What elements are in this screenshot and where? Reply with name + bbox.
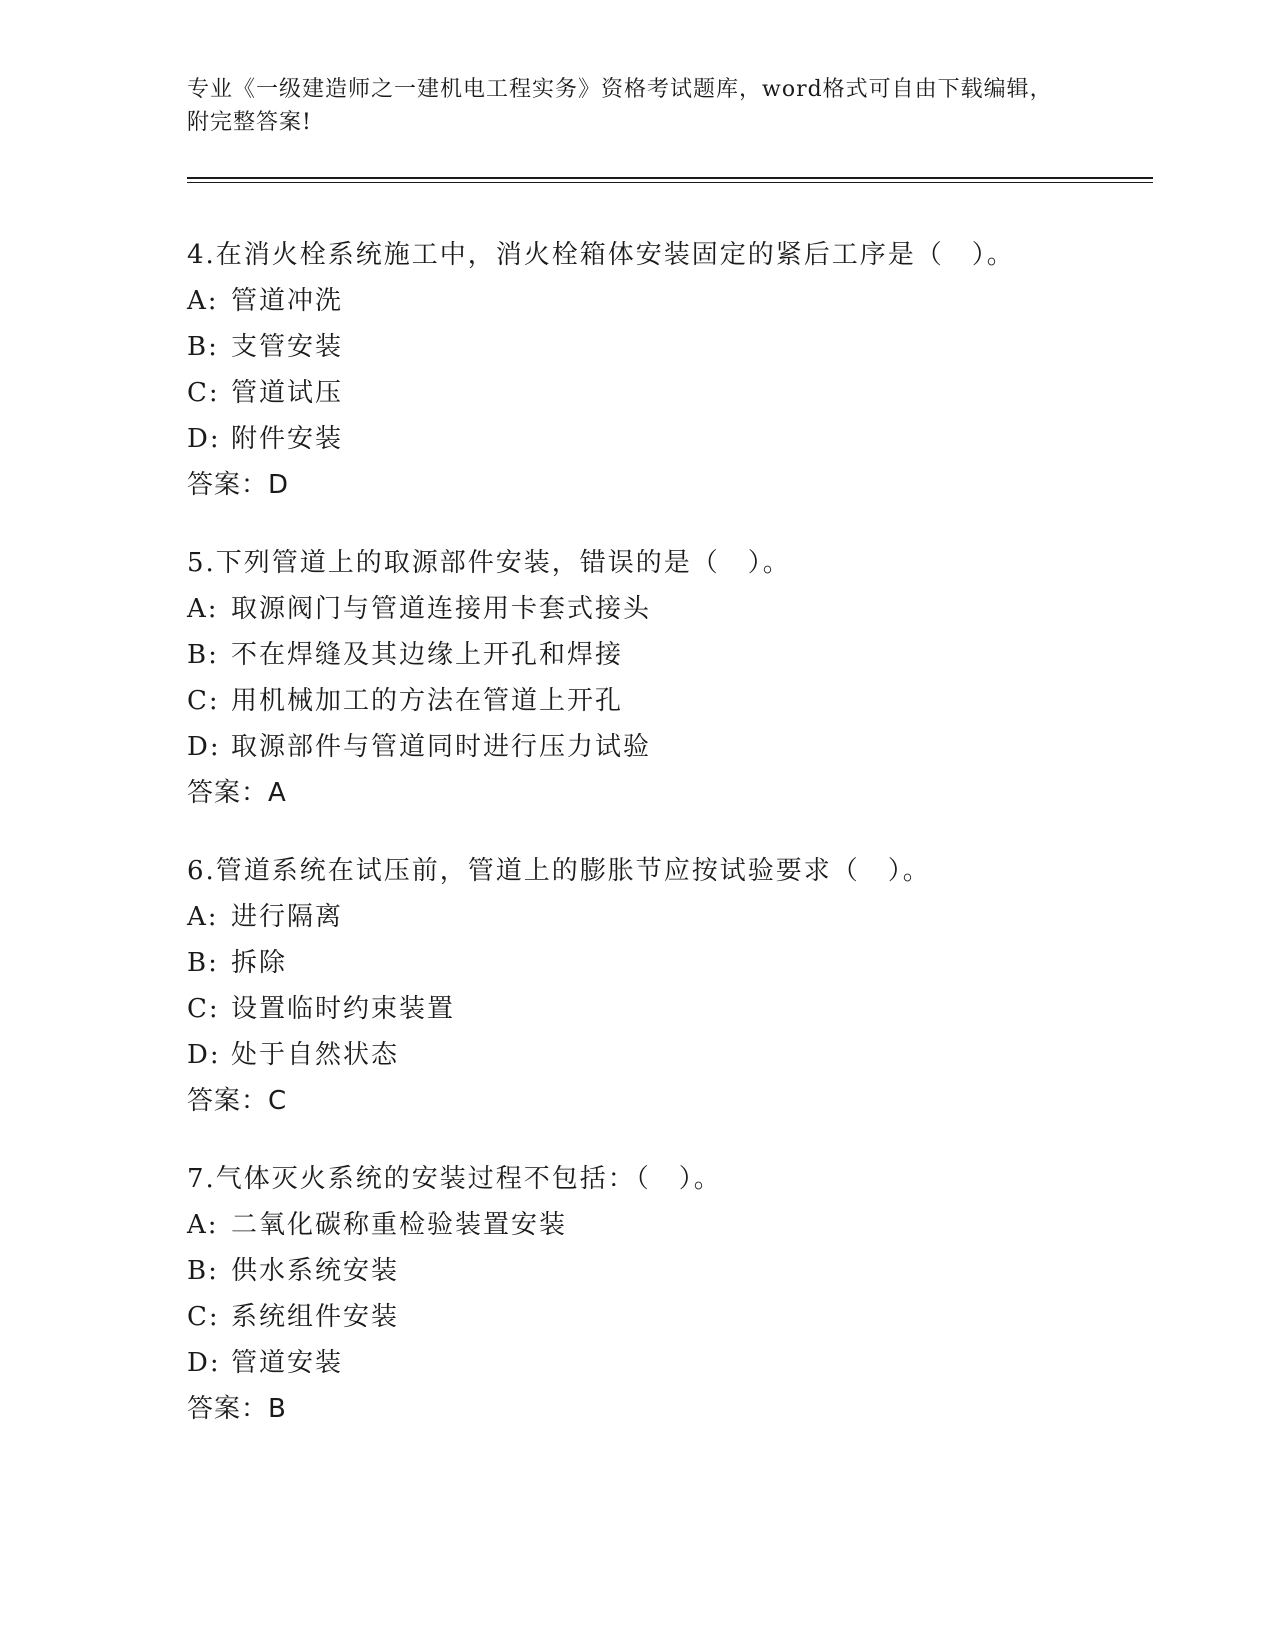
option-letter: C:	[187, 378, 220, 408]
answer-label: 答案：	[187, 1086, 269, 1116]
option-text: 管道冲洗	[231, 286, 344, 316]
option-text: 二氧化碳称重检验装置安装	[231, 1210, 568, 1240]
question-stem: 5.下列管道上的取源部件安装，错误的是（ ）。	[187, 548, 791, 578]
question-stem: 6.管道系统在试压前，管道上的膨胀节应按试验要求（ ）。	[187, 856, 931, 886]
option-letter: B:	[187, 640, 219, 670]
answer-line	[187, 770, 1137, 816]
option-letter: A:	[187, 594, 219, 624]
option-text: 管道试压	[231, 378, 344, 408]
option-b	[187, 632, 1137, 678]
option-text: 取源部件与管道同时进行压力试验	[231, 732, 652, 762]
option-letter: A:	[187, 286, 219, 316]
option-letter: D:	[187, 424, 221, 454]
option-text: 附件安装	[231, 424, 344, 454]
option-text: 拆除	[231, 948, 288, 978]
option-a	[187, 278, 1137, 324]
option-d	[187, 1032, 1137, 1078]
option-letter: C:	[187, 1302, 220, 1332]
option-letter: B:	[187, 332, 219, 362]
option-text: 系统组件安装	[231, 1302, 400, 1332]
option-letter: A:	[187, 1210, 219, 1240]
question-5	[187, 540, 1137, 816]
option-text: 取源阀门与管道连接用卡套式接头	[231, 594, 652, 624]
option-text: 处于自然状态	[231, 1040, 400, 1070]
option-letter: B:	[187, 1256, 219, 1286]
header-divider-thick	[187, 177, 1153, 179]
question-stem: 4.在消火栓系统施工中，消火栓箱体安装固定的紧后工序是（ ）。	[187, 240, 1015, 270]
option-letter: D:	[187, 1040, 221, 1070]
option-c	[187, 370, 1137, 416]
option-a	[187, 894, 1137, 940]
option-letter: B:	[187, 948, 219, 978]
question-stem: 7.气体灭火系统的安装过程不包括：（ ）。	[187, 1164, 722, 1194]
option-letter: A:	[187, 902, 219, 932]
question-6	[187, 848, 1137, 1124]
answer-line	[187, 1078, 1137, 1124]
option-text: 支管安装	[231, 332, 344, 362]
answer-label: 答案：	[187, 1394, 269, 1424]
option-text: 管道安装	[231, 1348, 344, 1378]
option-letter: D:	[187, 732, 221, 762]
answer-value: D	[268, 470, 290, 500]
document-header: 专业《一级建造师之一建机电工程实务》资格考试题库，word格式可自由下载编辑，附完整答案!	[187, 77, 1053, 135]
option-text: 进行隔离	[231, 902, 344, 932]
answer-value: C	[268, 1086, 288, 1116]
option-d	[187, 1340, 1137, 1386]
option-text: 设置临时约束装置	[231, 994, 456, 1024]
option-d	[187, 724, 1137, 770]
answer-value: B	[268, 1394, 287, 1424]
answer-value: A	[268, 778, 287, 808]
option-letter: C:	[187, 686, 220, 716]
option-letter: C:	[187, 994, 220, 1024]
answer-line	[187, 462, 1137, 508]
question-4	[187, 232, 1137, 508]
option-text: 用机械加工的方法在管道上开孔	[231, 686, 624, 716]
option-letter: D:	[187, 1348, 221, 1378]
option-b	[187, 940, 1137, 986]
option-c	[187, 678, 1137, 724]
option-b	[187, 1248, 1137, 1294]
option-d	[187, 416, 1137, 462]
option-a	[187, 586, 1137, 632]
option-c	[187, 1294, 1137, 1340]
option-b	[187, 324, 1137, 370]
option-c	[187, 986, 1137, 1032]
option-text: 供水系统安装	[231, 1256, 400, 1286]
option-a	[187, 1202, 1137, 1248]
answer-line	[187, 1386, 1137, 1432]
answer-label: 答案：	[187, 778, 269, 808]
question-7	[187, 1156, 1137, 1432]
header-divider-thin	[187, 182, 1153, 183]
option-text: 不在焊缝及其边缘上开孔和焊接	[231, 640, 624, 670]
answer-label: 答案：	[187, 470, 269, 500]
